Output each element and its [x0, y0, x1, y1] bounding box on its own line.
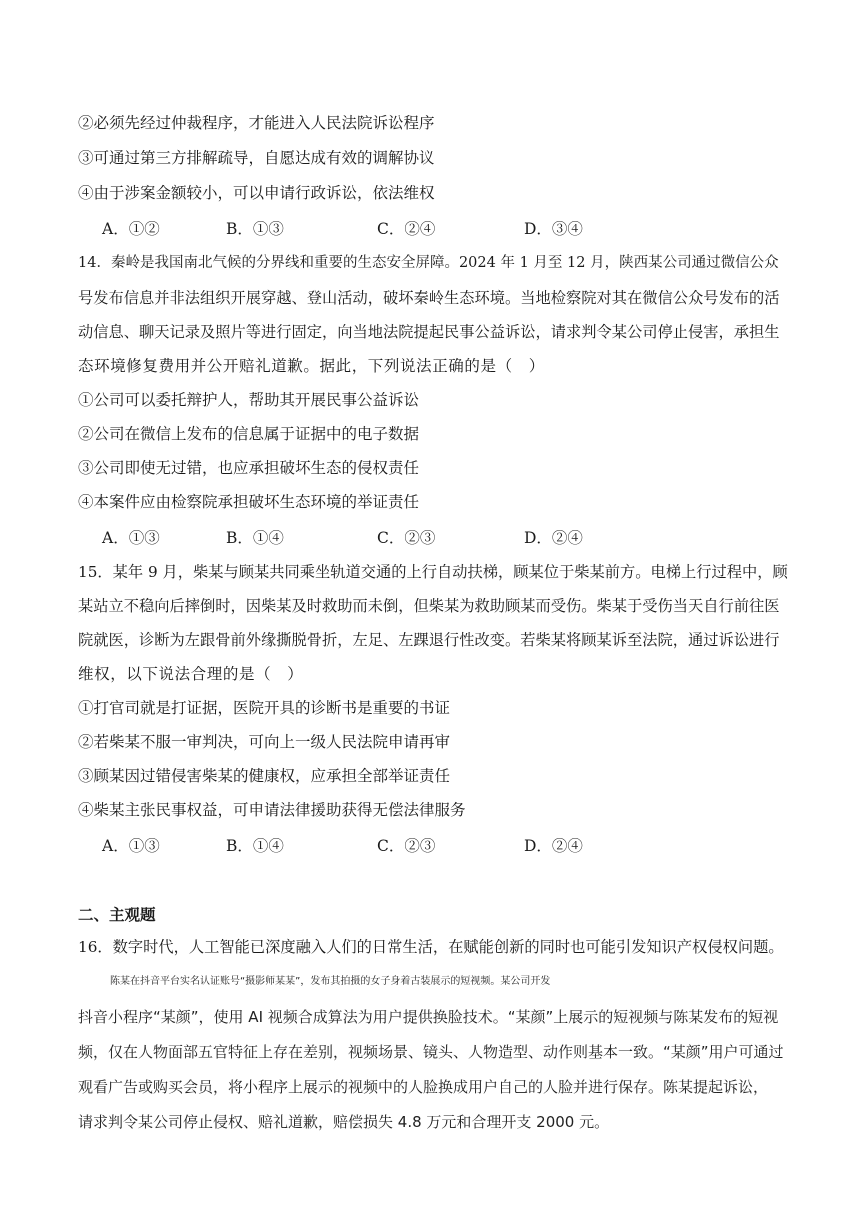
- q15-statement-4: ④柴某主张民事权益，可申请法律援助获得无偿法律服务: [78, 801, 466, 819]
- q14-statement-2: ②公司在微信上发布的信息属于证据中的电子数据: [78, 425, 420, 443]
- q15-stem-line-4: 维权，以下说法合理的是（ ）: [78, 665, 304, 683]
- q15-option-a: A．①③: [102, 837, 160, 855]
- q13-option-a: A．①②: [102, 220, 160, 238]
- q15-option-d: D．②④: [524, 837, 583, 855]
- q15-stem-line-2: 某站立不稳向后摔倒时，因柴某及时救助而未倒，但柴某为救助顾某而受伤。柴某于受伤当天自行前往医: [78, 597, 780, 615]
- q14-statement-4: ④本案件应由检察院承担破坏生态环境的举证责任: [78, 493, 420, 511]
- q15-stem-line-1: 15．某年 9 月，柴某与顾某共同乘坐轨道交通的上行自动扶梯，顾某位于柴某前方。电梯上行过程中，顾: [78, 563, 788, 581]
- q13-option-c: C．②④: [377, 220, 436, 238]
- q14-options: [102, 528, 702, 548]
- q15-stem-line-3: 院就医，诊断为左跟骨前外缘撕脱骨折，左足、左踝退行性改变。若柴某将顾某诉至法院，通过诉讼进行: [78, 631, 780, 649]
- q14-stem-line-1: 14．秦岭是我国南北气候的分界线和重要的生态安全屏障。2024 年 1 月至 12 月，陕西某公司通过微信公众: [78, 255, 779, 271]
- q13-statement-2: ②必须先经过仲裁程序，才能进入人民法院诉讼程序: [78, 114, 435, 132]
- q15-option-b: B．①④: [226, 837, 284, 855]
- q13-statement-4: ④由于涉案金额较小，可以申请行政诉讼，依法维权: [78, 184, 435, 202]
- q16-material-line-2: 抖音小程序“某颜”，使用 AI 视频合成算法为用户提供换脸技术。“某颜”上展示的短视频与陈某发布的短视: [78, 1008, 779, 1026]
- q13-option-d: D．③④: [524, 220, 583, 238]
- q16-stem: 16．数字时代，人工智能已深度融入人们的日常生活，在赋能创新的同时也可能引发知识产权侵权问题。: [78, 938, 784, 956]
- q14-stem-line-4: 态环境修复费用并公开赔礼道歉。据此，下列说法正确的是（ ）: [78, 357, 545, 375]
- q13-statement-3: ③可通过第三方排解疏导，自愿达成有效的调解协议: [78, 149, 435, 167]
- q13-option-b: B．①③: [226, 220, 284, 238]
- q14-statement-1: ①公司可以委托辩护人，帮助其开展民事公益诉讼: [78, 391, 420, 409]
- q14-option-d: D．②④: [524, 529, 583, 547]
- q15-statement-1: ①打官司就是打证据，医院开具的诊断书是重要的书证: [78, 699, 451, 717]
- q16-material-line-5: 请求判令某公司停止侵权、赔礼道歉，赔偿损失 4.8 万元和合理开支 2000 元。: [78, 1113, 610, 1131]
- q15-options: [102, 836, 702, 856]
- section-title: 二、主观题: [78, 906, 156, 924]
- q14-option-c: C．②③: [377, 529, 436, 547]
- q14-stem-line-2: 号发布信息并非法组织开展穿越、登山活动，破坏秦岭生态环境。当地检察院对其在微信公众号发布的活: [78, 289, 780, 307]
- q13-options: [102, 219, 702, 239]
- q16-material-line-3: 频，仅在人物面部五官特征上存在差别，视频场景、镜头、人物造型、动作则基本一致。“某颜”用户可通过: [78, 1043, 784, 1061]
- q14-statement-3: ③公司即使无过错，也应承担破坏生态的侵权责任: [78, 459, 420, 477]
- q15-statement-3: ③顾某因过错侵害柴某的健康权，应承担全部举证责任: [78, 767, 451, 785]
- q16-material-line-4: 观看广告或购买会员，将小程序上展示的视频中的人脸换成用户自己的人脸并进行保存。陈某提起诉讼，: [78, 1078, 769, 1096]
- q15-statement-2: ②若柴某不服一审判决，可向上一级人民法院申请再审: [78, 733, 451, 751]
- q15-option-c: C．②③: [377, 837, 436, 855]
- q16-material-line-1: 陈某在抖音平台实名认证账号“摄影师某某”，发布其拍摄的女子身着古装展示的短视频。某公司开发: [110, 976, 551, 987]
- q14-option-a: A．①③: [102, 529, 160, 547]
- q14-stem-line-3: 动信息、聊天记录及照片等进行固定，向当地法院提起民事公益诉讼，请求判令某公司停止侵害，承担生: [78, 323, 780, 341]
- q14-option-b: B．①④: [226, 529, 284, 547]
